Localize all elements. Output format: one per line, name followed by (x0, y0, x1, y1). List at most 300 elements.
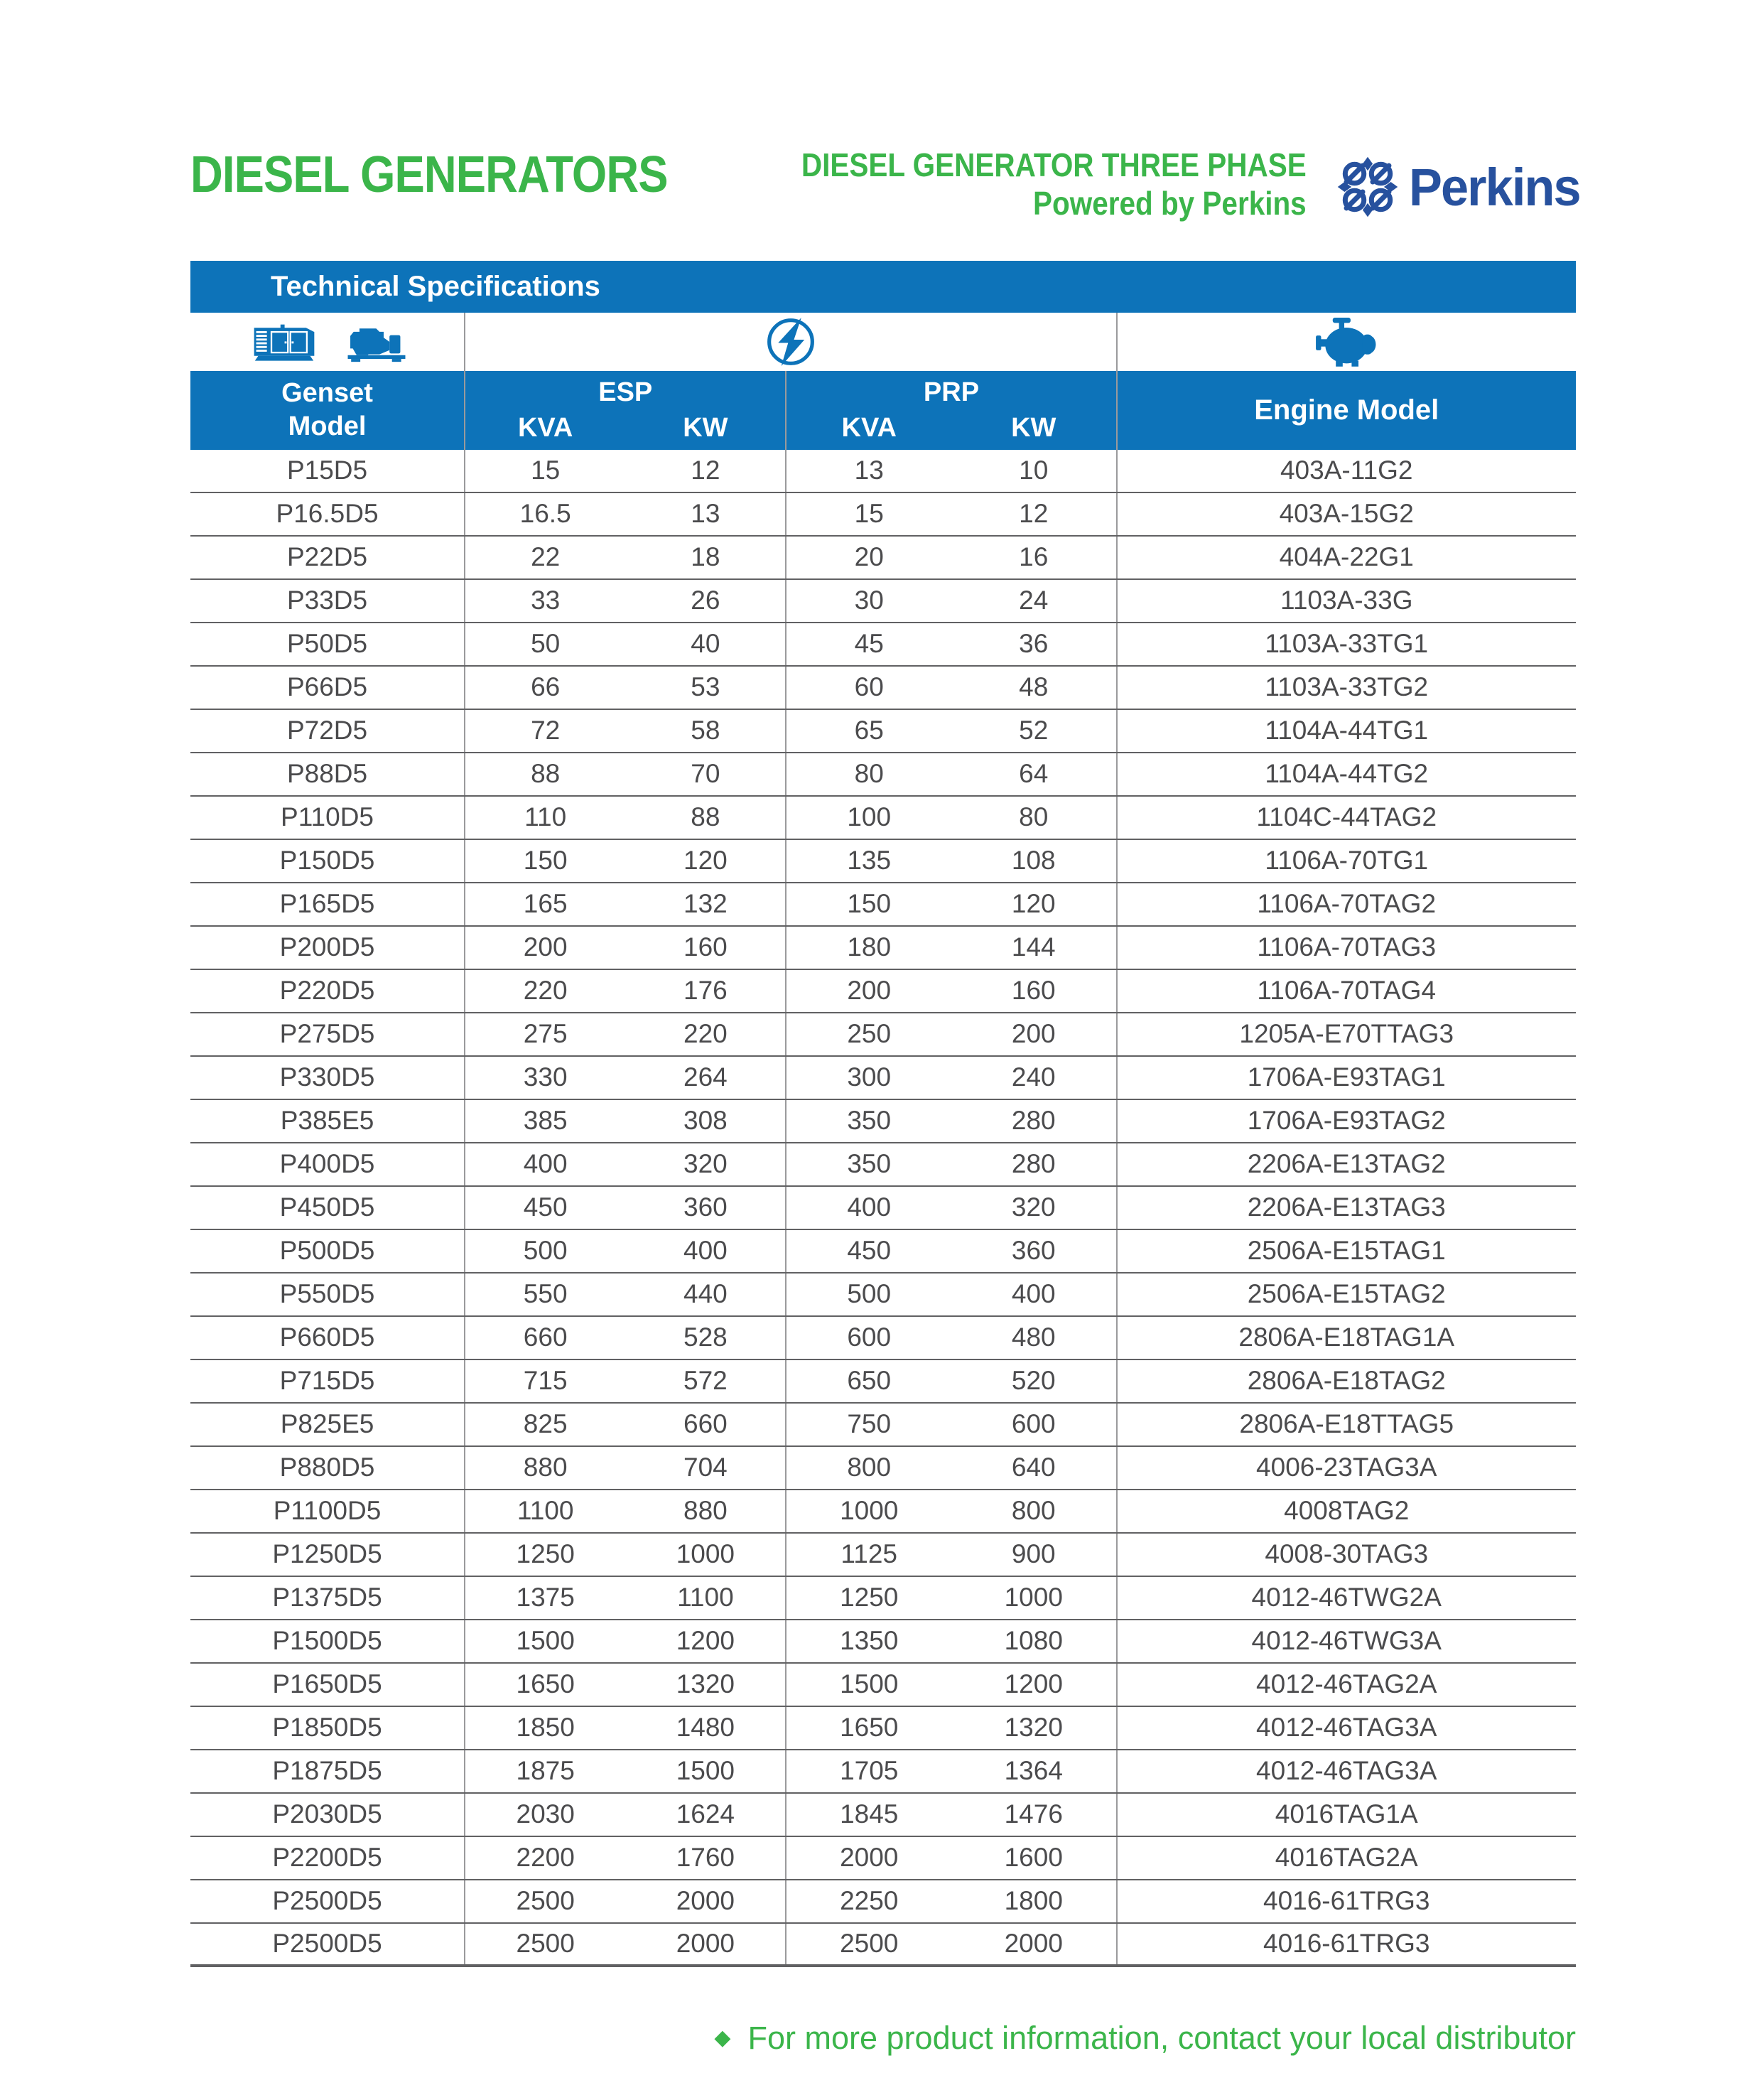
esp-values-cell (465, 667, 787, 709)
table-row (190, 927, 1576, 970)
prp-values-cell (787, 1664, 1117, 1706)
esp-kva-value: 400 (523, 1149, 568, 1179)
prp-kw-value: 52 (1019, 716, 1049, 745)
esp-kva-value: 1875 (516, 1756, 575, 1786)
prp-kw-value: 280 (1011, 1149, 1056, 1179)
page-header (190, 146, 1580, 223)
esp-kw-value: 2000 (676, 1886, 735, 1916)
esp-kw-value: 528 (683, 1323, 728, 1352)
genset-model-cell: P1650D5 (190, 1664, 465, 1706)
perkins-logo-text: Perkins (1408, 157, 1580, 217)
esp-values-cell (465, 970, 787, 1012)
prp-values-cell (787, 1317, 1117, 1359)
prp-kva-value: 500 (847, 1279, 892, 1309)
esp-values-cell (465, 1230, 787, 1272)
esp-kva-value: 330 (523, 1062, 568, 1092)
prp-kva-value: 350 (847, 1149, 892, 1179)
esp-kva-value: 16.5 (519, 499, 571, 529)
esp-values-cell (465, 1447, 787, 1489)
engine-model-cell: 1103A-33TG1 (1265, 629, 1429, 659)
genset-model-cell: P385E5 (190, 1100, 465, 1142)
esp-values-cell (465, 1664, 787, 1706)
esp-kva-value: 66 (531, 672, 561, 702)
prp-values-cell (787, 1100, 1117, 1142)
table-row (190, 667, 1576, 710)
prp-kva-value: 400 (847, 1192, 892, 1222)
esp-values-cell (465, 753, 787, 795)
esp-values-cell (465, 1620, 787, 1662)
prp-values-cell (787, 493, 1117, 535)
esp-kva-value: 1500 (516, 1626, 575, 1656)
genset-model-cell: P400D5 (190, 1143, 465, 1185)
esp-kw-value: 1320 (676, 1669, 735, 1699)
prp-kw-value: 600 (1011, 1409, 1056, 1439)
table-row (190, 883, 1576, 927)
section-title: Technical Specifications (271, 270, 600, 302)
esp-kw-value: 400 (683, 1236, 728, 1266)
prp-values-cell (787, 797, 1117, 839)
table-row (190, 1057, 1576, 1100)
table-row (190, 623, 1576, 667)
esp-kva-value: 550 (523, 1279, 568, 1309)
esp-kw-value: 1480 (676, 1713, 735, 1743)
prp-kw-value: 64 (1019, 759, 1049, 789)
table-row (190, 1750, 1576, 1794)
esp-values-cell (465, 927, 787, 969)
engine-model-cell: 1106A-70TAG3 (1257, 932, 1437, 962)
canopy-genset-icon (247, 321, 321, 362)
genset-model-cell: P715D5 (190, 1360, 465, 1402)
table-row (190, 1577, 1576, 1620)
genset-model-cell: P200D5 (190, 927, 465, 969)
prp-kva-header: KVA (841, 413, 897, 443)
esp-values-cell (465, 1490, 787, 1532)
prp-values-cell (787, 1750, 1117, 1792)
esp-kva-value: 72 (531, 716, 561, 745)
prp-kva-value: 65 (854, 716, 884, 745)
prp-kva-value: 250 (847, 1019, 892, 1049)
prp-kva-value: 30 (854, 586, 884, 615)
engine-icon (1314, 316, 1379, 368)
prp-kva-value: 300 (847, 1062, 892, 1092)
engine-model-cell: 1106A-70TG1 (1265, 846, 1429, 876)
spec-table (190, 261, 1576, 1967)
engine-model-cell: 4016-61TRG3 (1263, 1929, 1430, 1959)
prp-header: PRP (923, 377, 980, 407)
prp-kva-value: 750 (847, 1409, 892, 1439)
esp-kw-value: 132 (683, 889, 728, 919)
engine-model-cell: 2206A-E13TAG2 (1247, 1149, 1446, 1179)
prp-values-cell (787, 1924, 1117, 1964)
prp-values-cell (787, 753, 1117, 795)
engine-model-cell: 1106A-70TAG2 (1257, 889, 1437, 919)
esp-kw-value: 320 (683, 1149, 728, 1179)
prp-values-cell (787, 1880, 1117, 1922)
table-row (190, 1013, 1576, 1057)
table-row (190, 1664, 1576, 1707)
esp-values-cell (465, 1057, 787, 1099)
genset-model-cell: P450D5 (190, 1187, 465, 1229)
esp-kva-value: 660 (523, 1323, 568, 1352)
genset-model-cell: P88D5 (190, 753, 465, 795)
prp-values-cell (787, 667, 1117, 709)
engine-icon-cell (1118, 313, 1576, 371)
footer-note (190, 2020, 1576, 2057)
genset-model-cell: P1375D5 (190, 1577, 465, 1619)
esp-kva-value: 1100 (517, 1496, 574, 1526)
table-row (190, 1100, 1576, 1143)
esp-kw-value: 1760 (676, 1843, 735, 1873)
esp-kva-value: 88 (531, 759, 561, 789)
prp-kw-value: 1320 (1004, 1713, 1063, 1743)
prp-kva-value: 100 (847, 802, 892, 832)
table-row (190, 1317, 1576, 1360)
esp-kva-value: 715 (523, 1366, 568, 1396)
esp-kw-value: 440 (683, 1279, 728, 1309)
genset-model-cell: P165D5 (190, 883, 465, 925)
esp-header: ESP (598, 377, 653, 407)
table-row (190, 840, 1576, 883)
prp-kw-value: 10 (1019, 456, 1049, 485)
engine-model-cell: 1706A-E93TAG2 (1247, 1106, 1446, 1136)
prp-kw-value: 800 (1011, 1496, 1056, 1526)
genset-model-cell: P33D5 (190, 580, 465, 622)
engine-model-cell: 403A-11G2 (1280, 456, 1413, 485)
prp-kva-value: 650 (847, 1366, 892, 1396)
prp-values-cell (787, 970, 1117, 1012)
genset-model-cell: P220D5 (190, 970, 465, 1012)
engine-model-cell: 4008-30TAG3 (1265, 1539, 1429, 1569)
prp-values-cell (787, 1620, 1117, 1662)
esp-values-cell (465, 1100, 787, 1142)
esp-kva-value: 880 (523, 1453, 568, 1482)
prp-kw-value: 1200 (1004, 1669, 1063, 1699)
esp-kva-value: 2500 (516, 1886, 575, 1916)
table-row (190, 710, 1576, 753)
engine-model-cell: 1706A-E93TAG1 (1247, 1062, 1446, 1092)
subtitle-block (801, 146, 1307, 223)
genset-model-cell: P660D5 (190, 1317, 465, 1359)
prp-kva-value: 2500 (840, 1929, 899, 1959)
esp-kva-value: 1650 (516, 1669, 575, 1699)
genset-model-cell: P72D5 (190, 710, 465, 752)
prp-kw-value: 480 (1011, 1323, 1056, 1352)
table-row (190, 1837, 1576, 1880)
section-title-bar (190, 261, 1576, 313)
esp-kva-value: 15 (531, 456, 561, 485)
prp-kva-value: 1650 (840, 1713, 899, 1743)
table-row (190, 1143, 1576, 1187)
prp-values-cell (787, 1404, 1117, 1445)
prp-kw-value: 2000 (1004, 1929, 1063, 1959)
esp-kva-value: 2500 (516, 1929, 575, 1959)
prp-kw-value: 144 (1011, 932, 1056, 962)
esp-kva-value: 1850 (516, 1713, 575, 1743)
prp-kw-value: 160 (1011, 976, 1056, 1006)
esp-kw-value: 176 (683, 976, 728, 1006)
esp-values-cell (465, 840, 787, 882)
esp-kva-value: 1250 (516, 1539, 575, 1569)
genset-model-cell: P1250D5 (190, 1534, 465, 1576)
esp-kva-value: 385 (523, 1106, 568, 1136)
prp-kw-value: 640 (1011, 1453, 1056, 1482)
table-row (190, 1447, 1576, 1490)
table-row (190, 1924, 1576, 1967)
page-title: DIESEL GENERATORS (190, 146, 668, 203)
engine-model-cell: 4012-46TAG3A (1256, 1713, 1437, 1743)
esp-kw-value: 1500 (676, 1756, 735, 1786)
prp-values-cell (787, 537, 1117, 578)
engine-model-cell: 4016TAG1A (1275, 1799, 1418, 1829)
table-row (190, 1794, 1576, 1837)
table-icons-row (190, 313, 1576, 371)
esp-header-group (465, 371, 787, 450)
genset-model-cell: P1100D5 (190, 1490, 465, 1532)
esp-kw-value: 18 (691, 542, 720, 572)
engine-model-cell: 404A-22G1 (1279, 542, 1414, 572)
table-row (190, 1230, 1576, 1274)
esp-kva-value: 1375 (516, 1583, 575, 1612)
esp-values-cell (465, 537, 787, 578)
table-header-row (190, 371, 1576, 450)
genset-icons-cell (190, 313, 465, 371)
prp-kva-value: 1125 (841, 1539, 897, 1569)
prp-kva-value: 135 (847, 846, 892, 876)
prp-header-group (787, 371, 1117, 450)
prp-kw-value: 48 (1019, 672, 1049, 702)
perkins-mark-icon (1336, 156, 1399, 218)
genset-model-cell: P880D5 (190, 1447, 465, 1489)
prp-values-cell (787, 450, 1117, 492)
prp-kw-value: 240 (1011, 1062, 1056, 1092)
esp-kw-value: 360 (683, 1192, 728, 1222)
esp-kw-value: 120 (683, 846, 728, 876)
table-row (190, 1620, 1576, 1664)
genset-model-cell: P2500D5 (190, 1880, 465, 1922)
genset-model-cell: P1875D5 (190, 1750, 465, 1792)
esp-values-cell (465, 1750, 787, 1792)
prp-kw-value: 360 (1011, 1236, 1056, 1266)
table-row (190, 1360, 1576, 1404)
esp-kva-value: 825 (523, 1409, 568, 1439)
prp-kw-value: 400 (1011, 1279, 1056, 1309)
esp-values-cell (465, 1404, 787, 1445)
esp-kva-value: 2200 (516, 1843, 575, 1873)
prp-kva-value: 2000 (840, 1843, 899, 1873)
esp-kw-value: 572 (683, 1366, 728, 1396)
lightning-bolt-icon (764, 316, 817, 368)
esp-values-cell (465, 623, 787, 665)
engine-model-cell: 4012-46TWG3A (1251, 1626, 1442, 1656)
table-row (190, 493, 1576, 537)
prp-values-cell (787, 1230, 1117, 1272)
engine-model-cell: 2506A-E15TAG2 (1247, 1279, 1446, 1309)
prp-values-cell (787, 1490, 1117, 1532)
esp-kw-value: 1624 (676, 1799, 735, 1829)
engine-model-cell: 2806A-E18TAG2 (1247, 1366, 1446, 1396)
esp-kva-value: 110 (524, 802, 567, 832)
genset-model-cell: P2030D5 (190, 1794, 465, 1836)
engine-model-cell: 4016TAG2A (1275, 1843, 1418, 1873)
subtitle-line2: Powered by Perkins (1033, 185, 1307, 222)
genset-model-cell: P825E5 (190, 1404, 465, 1445)
genset-model-cell: P500D5 (190, 1230, 465, 1272)
prp-kw-value: 1800 (1004, 1886, 1063, 1916)
engine-model-cell: 1205A-E70TTAG3 (1239, 1019, 1454, 1049)
esp-kw-value: 12 (691, 456, 720, 485)
genset-model-cell: P550D5 (190, 1274, 465, 1315)
genset-header-line1: Genset (281, 377, 373, 408)
prp-kva-value: 20 (854, 542, 884, 572)
esp-values-cell (465, 1880, 787, 1922)
esp-values-cell (465, 1143, 787, 1185)
engine-model-cell: 2206A-E13TAG3 (1247, 1192, 1446, 1222)
perkins-logo (1336, 156, 1589, 218)
table-row (190, 797, 1576, 840)
esp-kw-value: 58 (691, 716, 720, 745)
prp-kva-value: 450 (847, 1236, 892, 1266)
prp-kw-header: KW (1011, 413, 1056, 443)
prp-kw-value: 900 (1011, 1539, 1056, 1569)
prp-kva-value: 1500 (840, 1669, 899, 1699)
engine-model-cell: 403A-15G2 (1279, 499, 1414, 529)
prp-values-cell (787, 580, 1117, 622)
prp-kw-value: 16 (1019, 542, 1049, 572)
table-row (190, 753, 1576, 797)
genset-model-cell: P1500D5 (190, 1620, 465, 1662)
prp-kva-value: 600 (847, 1323, 892, 1352)
prp-values-cell (787, 1447, 1117, 1489)
esp-kva-value: 165 (523, 889, 568, 919)
prp-values-cell (787, 1837, 1117, 1879)
esp-kw-value: 88 (691, 802, 720, 832)
header-right (733, 146, 1589, 223)
table-row (190, 537, 1576, 580)
prp-values-cell (787, 1057, 1117, 1099)
esp-values-cell (465, 1794, 787, 1836)
table-row (190, 1274, 1576, 1317)
prp-kva-value: 60 (854, 672, 884, 702)
prp-values-cell (787, 1794, 1117, 1836)
esp-kva-header: KVA (517, 413, 573, 443)
prp-kw-value: 200 (1011, 1019, 1056, 1049)
esp-kva-value: 50 (531, 629, 561, 659)
table-row (190, 1187, 1576, 1230)
prp-values-cell (787, 1577, 1117, 1619)
prp-kw-value: 12 (1019, 499, 1049, 529)
prp-kva-value: 180 (847, 932, 892, 962)
prp-values-cell (787, 927, 1117, 969)
genset-model-cell: P150D5 (190, 840, 465, 882)
prp-kva-value: 200 (847, 976, 892, 1006)
esp-kw-value: 160 (683, 932, 728, 962)
engine-model-cell: 4006-23TAG3A (1256, 1453, 1437, 1482)
esp-values-cell (465, 1707, 787, 1749)
power-icon-cell (465, 313, 1117, 371)
esp-kva-value: 200 (523, 932, 568, 962)
genset-model-cell: P22D5 (190, 537, 465, 578)
genset-model-cell: P16.5D5 (190, 493, 465, 535)
prp-kva-value: 80 (854, 759, 884, 789)
esp-kw-value: 1000 (676, 1539, 735, 1569)
esp-kw-value: 70 (691, 759, 720, 789)
engine-model-cell: 1104A-44TG2 (1265, 759, 1429, 789)
table-row (190, 1534, 1576, 1577)
engine-model-cell: 4008TAG2 (1284, 1496, 1410, 1526)
esp-kva-value: 500 (523, 1236, 568, 1266)
esp-kva-value: 450 (523, 1192, 568, 1222)
esp-values-cell (465, 493, 787, 535)
prp-values-cell (787, 1187, 1117, 1229)
esp-kw-value: 26 (691, 586, 720, 615)
genset-model-cell: P2500D5 (190, 1924, 465, 1964)
engine-model-cell: 1103A-33G (1280, 586, 1413, 615)
prp-kva-value: 2250 (840, 1886, 899, 1916)
engine-model-header (1118, 371, 1576, 450)
prp-values-cell (787, 623, 1117, 665)
subtitle-line1: DIESEL GENERATOR THREE PHASE (801, 146, 1307, 183)
esp-kw-value: 308 (683, 1106, 728, 1136)
genset-model-cell: P275D5 (190, 1013, 465, 1055)
prp-kva-value: 13 (854, 456, 884, 485)
esp-kw-value: 1200 (676, 1626, 735, 1656)
esp-kw-value: 880 (683, 1496, 728, 1526)
esp-kw-value: 264 (683, 1062, 728, 1092)
esp-values-cell (465, 883, 787, 925)
prp-kw-value: 80 (1019, 802, 1049, 832)
prp-values-cell (787, 1707, 1117, 1749)
table-row (190, 1880, 1576, 1924)
prp-kva-value: 350 (847, 1106, 892, 1136)
esp-values-cell (465, 580, 787, 622)
engine-model-cell: 4016-61TRG3 (1263, 1886, 1430, 1916)
esp-values-cell (465, 1317, 787, 1359)
prp-kva-value: 1250 (840, 1583, 899, 1612)
esp-kw-value: 53 (691, 672, 720, 702)
esp-kw-value: 2000 (676, 1929, 735, 1959)
prp-kw-value: 120 (1011, 889, 1056, 919)
prp-kva-value: 1845 (840, 1799, 899, 1829)
prp-values-cell (787, 840, 1117, 882)
esp-kva-value: 22 (531, 542, 561, 572)
prp-kw-value: 108 (1011, 846, 1056, 876)
prp-values-cell (787, 1534, 1117, 1576)
engine-model-cell: 2506A-E15TAG1 (1247, 1236, 1446, 1266)
esp-values-cell (465, 1577, 787, 1619)
table-row (190, 1404, 1576, 1447)
genset-model-cell: P66D5 (190, 667, 465, 709)
prp-kva-value: 800 (847, 1453, 892, 1482)
genset-model-cell: P330D5 (190, 1057, 465, 1099)
engine-model-cell: 2806A-E18TAG1A (1238, 1323, 1455, 1352)
esp-kva-value: 2030 (516, 1799, 575, 1829)
engine-model-cell: 1106A-70TAG4 (1257, 976, 1437, 1006)
engine-model-cell: 1104A-44TG1 (1265, 716, 1429, 745)
open-genset-icon (345, 321, 408, 363)
esp-kva-value: 220 (523, 976, 568, 1006)
esp-kw-value: 220 (683, 1019, 728, 1049)
prp-kw-value: 24 (1019, 586, 1049, 615)
esp-values-cell (465, 797, 787, 839)
prp-values-cell (787, 710, 1117, 752)
esp-kva-value: 33 (531, 586, 561, 615)
esp-kva-value: 275 (523, 1019, 568, 1049)
prp-kw-value: 520 (1011, 1366, 1056, 1396)
genset-model-header (190, 371, 465, 450)
table-row (190, 1490, 1576, 1534)
diamond-bullet-icon: ◆ (714, 2025, 731, 2050)
engine-model-cell: 4012-46TWG2A (1251, 1583, 1442, 1612)
